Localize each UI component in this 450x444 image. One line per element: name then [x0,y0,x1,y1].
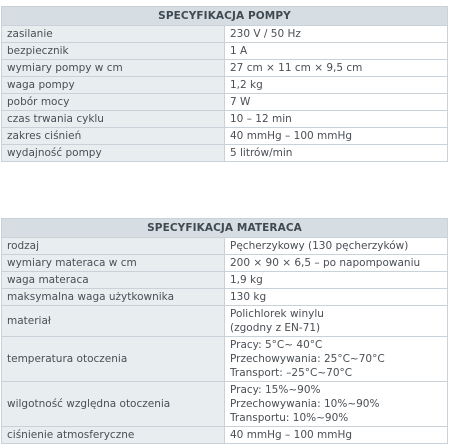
mattress-spec-header-row [2,219,448,238]
spec-value: 1,2 kg [225,77,448,94]
pump-spec-header-row [2,7,448,26]
table-row [2,427,448,444]
table-row [2,77,448,94]
spec-value [225,306,448,337]
spec-label: wydajność pompy [2,145,225,162]
spec-value-line: Przechowywania: 25°C~70°C [230,353,385,365]
spec-label: wymiary pompy w cm [2,60,225,77]
spec-value-line: Pracy: 5°C~ 40°C [230,339,323,351]
spec-value: 7 W [225,94,448,111]
table-row [2,60,448,77]
table-row [2,128,448,145]
table-row [2,306,448,337]
spec-value-line: 40 mmHg – 100 mmHg [230,429,353,441]
spec-value [225,238,448,255]
spec-value-line: 1,9 kg [230,274,263,286]
spec-value: 5 litrów/min [225,145,448,162]
table-row [2,289,448,306]
mattress-spec-title: SPECYFIKACJA MATERACA [2,219,448,238]
spec-value [225,255,448,272]
pump-spec-table [1,6,448,162]
spec-value-line: 130 kg [230,291,267,303]
table-row [2,337,448,382]
table-row [2,382,448,427]
spec-label: waga materaca [2,272,225,289]
spec-value [225,289,448,306]
table-row [2,26,448,43]
spec-value [225,382,448,427]
mattress-spec-table [1,218,448,444]
spec-label: materiał [2,306,225,337]
spec-label: rodzaj [2,238,225,255]
spec-value-line: Polichlorek winylu [230,308,324,320]
pump-spec-title: SPECYFIKACJA POMPY [2,7,448,26]
spec-label: pobór mocy [2,94,225,111]
spec-value: 1 A [225,43,448,60]
spec-value-line: 200 × 90 × 6,5 – po napompowaniu [230,257,421,269]
spec-label: wymiary materaca w cm [2,255,225,272]
spec-value: 10 – 12 min [225,111,448,128]
spec-value [225,427,448,444]
spec-value: 230 V / 50 Hz [225,26,448,43]
spec-value-line: Transport: –25°C~70°C [230,367,353,379]
table-row [2,238,448,255]
spec-label: wilgotność względna otoczenia [2,382,225,427]
spec-value-line: Transportu: 10%~90% [230,412,349,424]
table-row [2,94,448,111]
spec-label: temperatura otoczenia [2,337,225,382]
table-row [2,111,448,128]
table-row [2,255,448,272]
spec-value [225,272,448,289]
table-row [2,272,448,289]
table-row [2,145,448,162]
spec-value: 40 mmHg – 100 mmHg [225,128,448,145]
spec-label: maksymalna waga użytkownika [2,289,225,306]
spec-value-line: Pęcherzykowy (130 pęcherzyków) [230,240,409,252]
spec-label: czas trwania cyklu [2,111,225,128]
spec-value: 27 cm × 11 cm × 9,5 cm [225,60,448,77]
spec-value [225,337,448,382]
table-row [2,43,448,60]
spec-label: bezpiecznik [2,43,225,60]
spec-value-line: (zgodny z EN-71) [230,322,321,334]
spec-label: zakres ciśnień [2,128,225,145]
spec-value-line: Pracy: 15%~90% [230,384,321,396]
spec-label: zasilanie [2,26,225,43]
spec-label: ciśnienie atmosferyczne [2,427,225,444]
spec-label: waga pompy [2,77,225,94]
spec-value-line: Przechowywania: 10%~90% [230,398,380,410]
